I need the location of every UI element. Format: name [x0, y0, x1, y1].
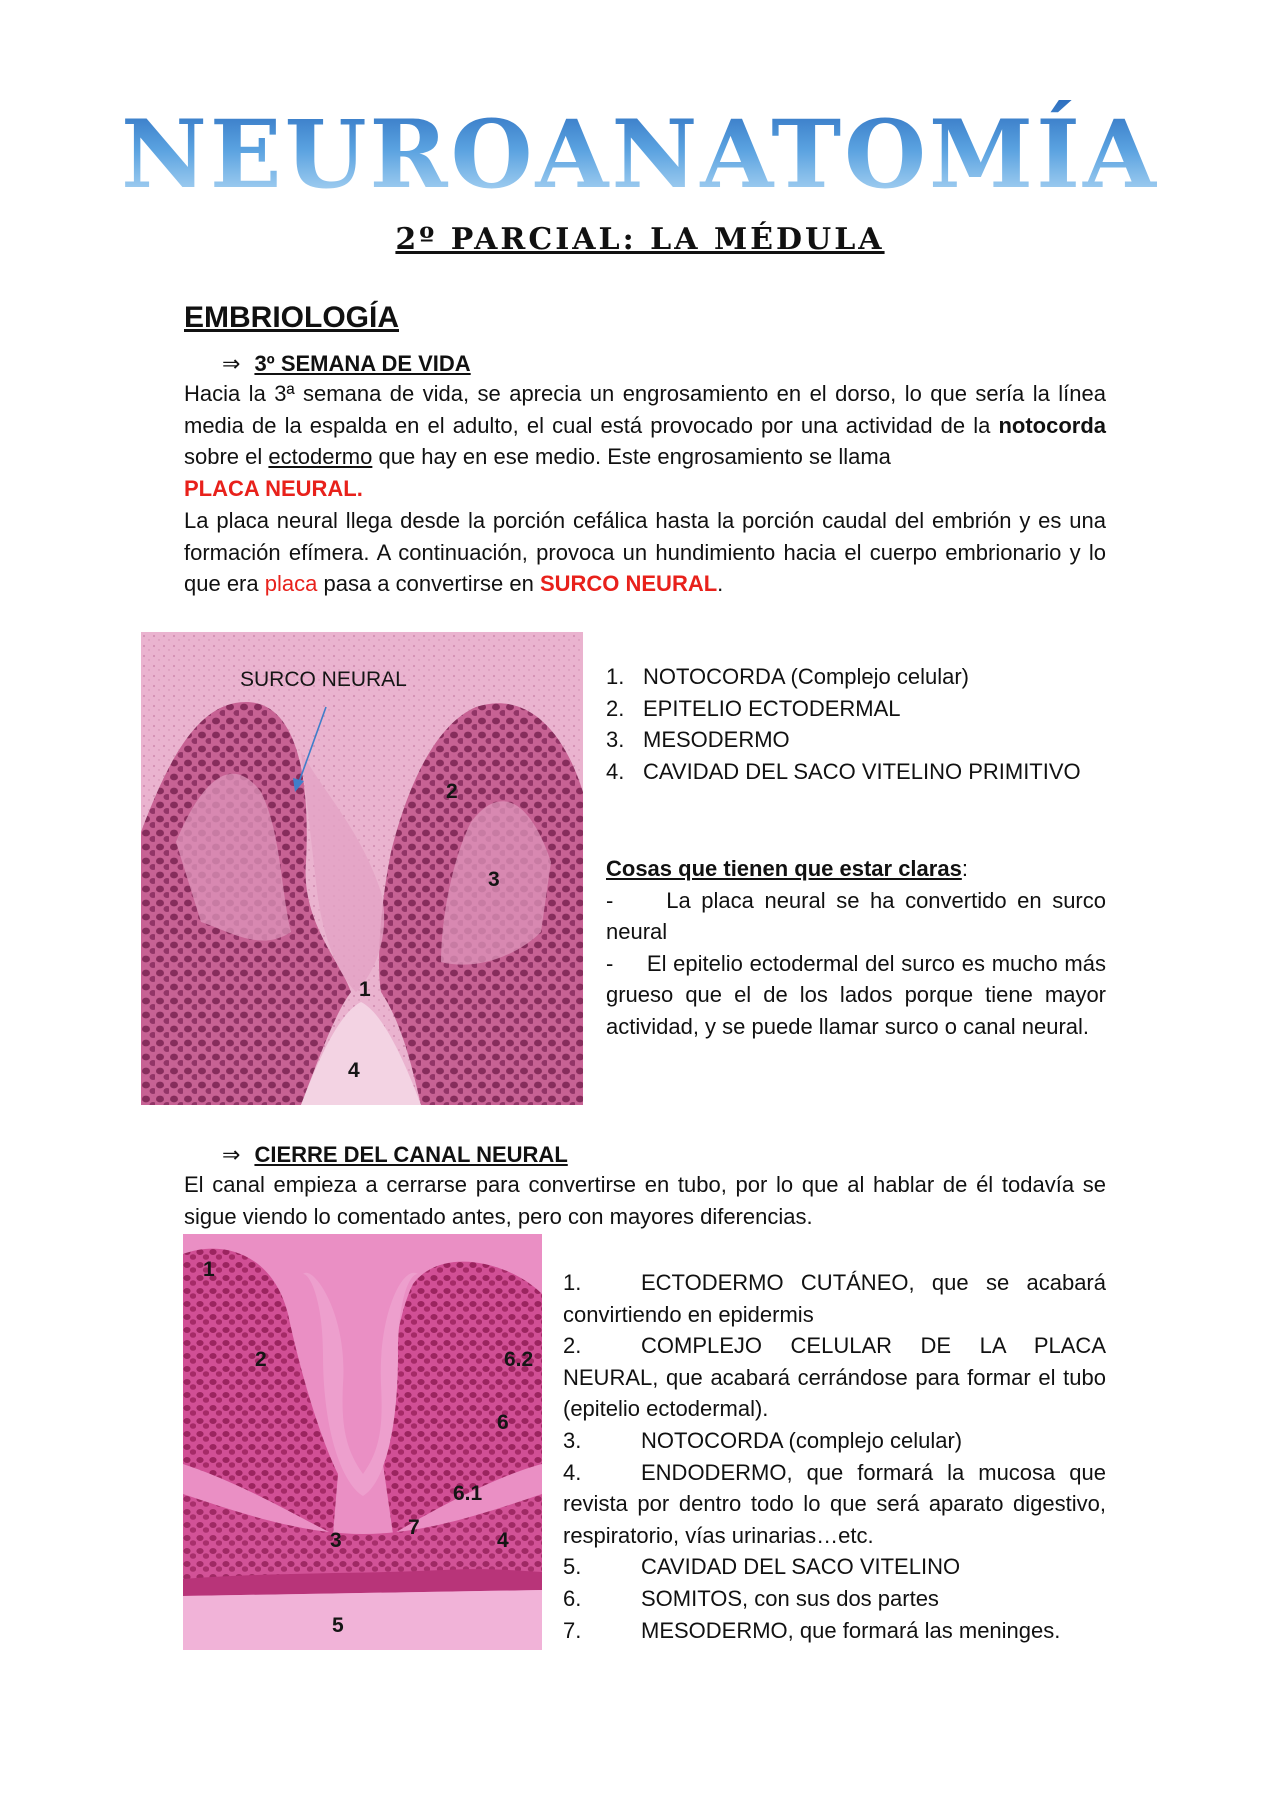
fig2-label-6-1: 6.1: [453, 1482, 483, 1505]
p1-text-a: Hacia la 3ª semana de vida, se aprecia un engrosamiento en el dorso, lo que sería la línea media de la espalda en el adulto, el cual está provocado por una actividad de la: [184, 381, 1106, 438]
p2-surco-neural: SURCO NEURAL: [539, 571, 718, 596]
list-item: 1. NOTOCORDA (Complejo celular): [606, 664, 970, 689]
structure-list-1: [606, 661, 1106, 787]
key-points: [606, 853, 1106, 1043]
page-subtitle: 2º PARCIAL: LA MÉDULA: [395, 222, 885, 257]
section-heading: EMBRIOLOGÍA: [184, 301, 399, 334]
list-item: 2. EPITELIO ECTODERMAL: [606, 695, 901, 721]
fig2-label-2: 2: [255, 1348, 267, 1371]
p1-notocorda: notocorda: [998, 412, 1106, 438]
p1-text-e: que hay en ese medio. Este engrosamiento se llama: [378, 444, 891, 469]
list-item: 2. COMPLEJO CELULAR DE LA PLACA NEURAL, que acabará cerrándose para formar el tubo (epitelio ectodermal).: [563, 1333, 1106, 1422]
list-item: 4. ENDODERMO, que formará la mucosa que revista por dentro todo lo que será aparato digestivo, respiratorio, vías urinarias…etc.: [563, 1459, 1106, 1548]
week3-paragraph-1: [184, 378, 1106, 504]
closure-heading-text: CIERRE DEL CANAL NEURAL: [254, 1142, 568, 1167]
list-item: 7. MESODERMO, que formará las meninges.: [563, 1617, 1061, 1643]
page-title: NEUROANATOMÍA: [0, 100, 1280, 210]
p2-text-a: La placa neural llega desde la porción cefálica hasta la porción caudal del embrión y es una formación efímera. A continuación, provoca un hundimiento hacia el cuerpo embrionario y lo que era: [184, 508, 1106, 596]
p2-text-c: pasa a convertirse en: [323, 571, 534, 596]
p1-placa-neural: PLACA NEURAL.: [184, 475, 363, 501]
fig2-label-3: 3: [330, 1529, 342, 1552]
week3-heading-text: 3º SEMANA DE VIDA: [254, 351, 471, 376]
list-item: 3. MESODERMO: [606, 727, 790, 753]
list-item: 6. SOMITOS, con sus dos partes: [563, 1585, 939, 1611]
week3-paragraph-2: [184, 505, 1106, 600]
key-points-heading: Cosas que tienen que estar claras:: [606, 856, 968, 881]
neural-canal-image: [183, 1234, 542, 1650]
micrograph-neural-canal: [183, 1234, 542, 1650]
surco-neural-arrow-icon: [141, 632, 583, 1105]
fig1-label-1: 1: [359, 978, 371, 1001]
list-item: 4. CAVIDAD DEL SACO VITELINO PRIMITIVO: [606, 758, 1081, 784]
list-item: 3. NOTOCORDA (complejo celular): [563, 1427, 963, 1453]
arrow-right-icon: ⇒: [222, 1143, 241, 1168]
list-item: 5. CAVIDAD DEL SACO VITELINO: [563, 1554, 961, 1580]
closure-paragraph: El canal empieza a cerrarse para convertirse en tubo, por lo que al hablar de él todavía se sigue viendo lo comentado antes, pero con mayores diferencias.: [184, 1172, 1106, 1229]
fig2-label-1: 1: [203, 1258, 215, 1281]
week3-heading: [222, 351, 471, 377]
micrograph-neural-groove: [141, 632, 583, 1105]
fig2-label-6-2: 6.2: [504, 1348, 534, 1371]
p2-placa: placa: [264, 571, 318, 596]
closure-heading: [222, 1142, 568, 1168]
p2-period: .: [717, 571, 724, 596]
structure-list-2: [563, 1267, 1106, 1646]
key-point-item: - La placa neural se ha convertido en surco neural: [606, 887, 1106, 945]
fig2-label-4: 4: [497, 1529, 509, 1552]
fig2-label-5: 5: [332, 1614, 344, 1637]
fig2-label-7: 7: [408, 1516, 420, 1539]
fig2-label-6: 6: [497, 1411, 509, 1434]
fig1-label-2: 2: [446, 780, 458, 803]
fig1-label-4: 4: [348, 1059, 360, 1082]
key-point-item: - El epitelio ectodermal del surco es mucho más grueso que el de los lados porque tiene mayor actividad, y se puede llamar surco o canal neural.: [606, 950, 1106, 1039]
fig1-label-3: 3: [488, 868, 500, 891]
list-item: 1. ECTODERMO CUTÁNEO, que se acabará convirtiendo en epidermis: [563, 1270, 1106, 1327]
arrow-right-icon: ⇒: [222, 352, 241, 377]
p1-ectodermo: ectodermo: [268, 444, 373, 469]
surco-neural-label: SURCO NEURAL: [240, 668, 407, 691]
p1-text-c: sobre el: [184, 444, 263, 469]
